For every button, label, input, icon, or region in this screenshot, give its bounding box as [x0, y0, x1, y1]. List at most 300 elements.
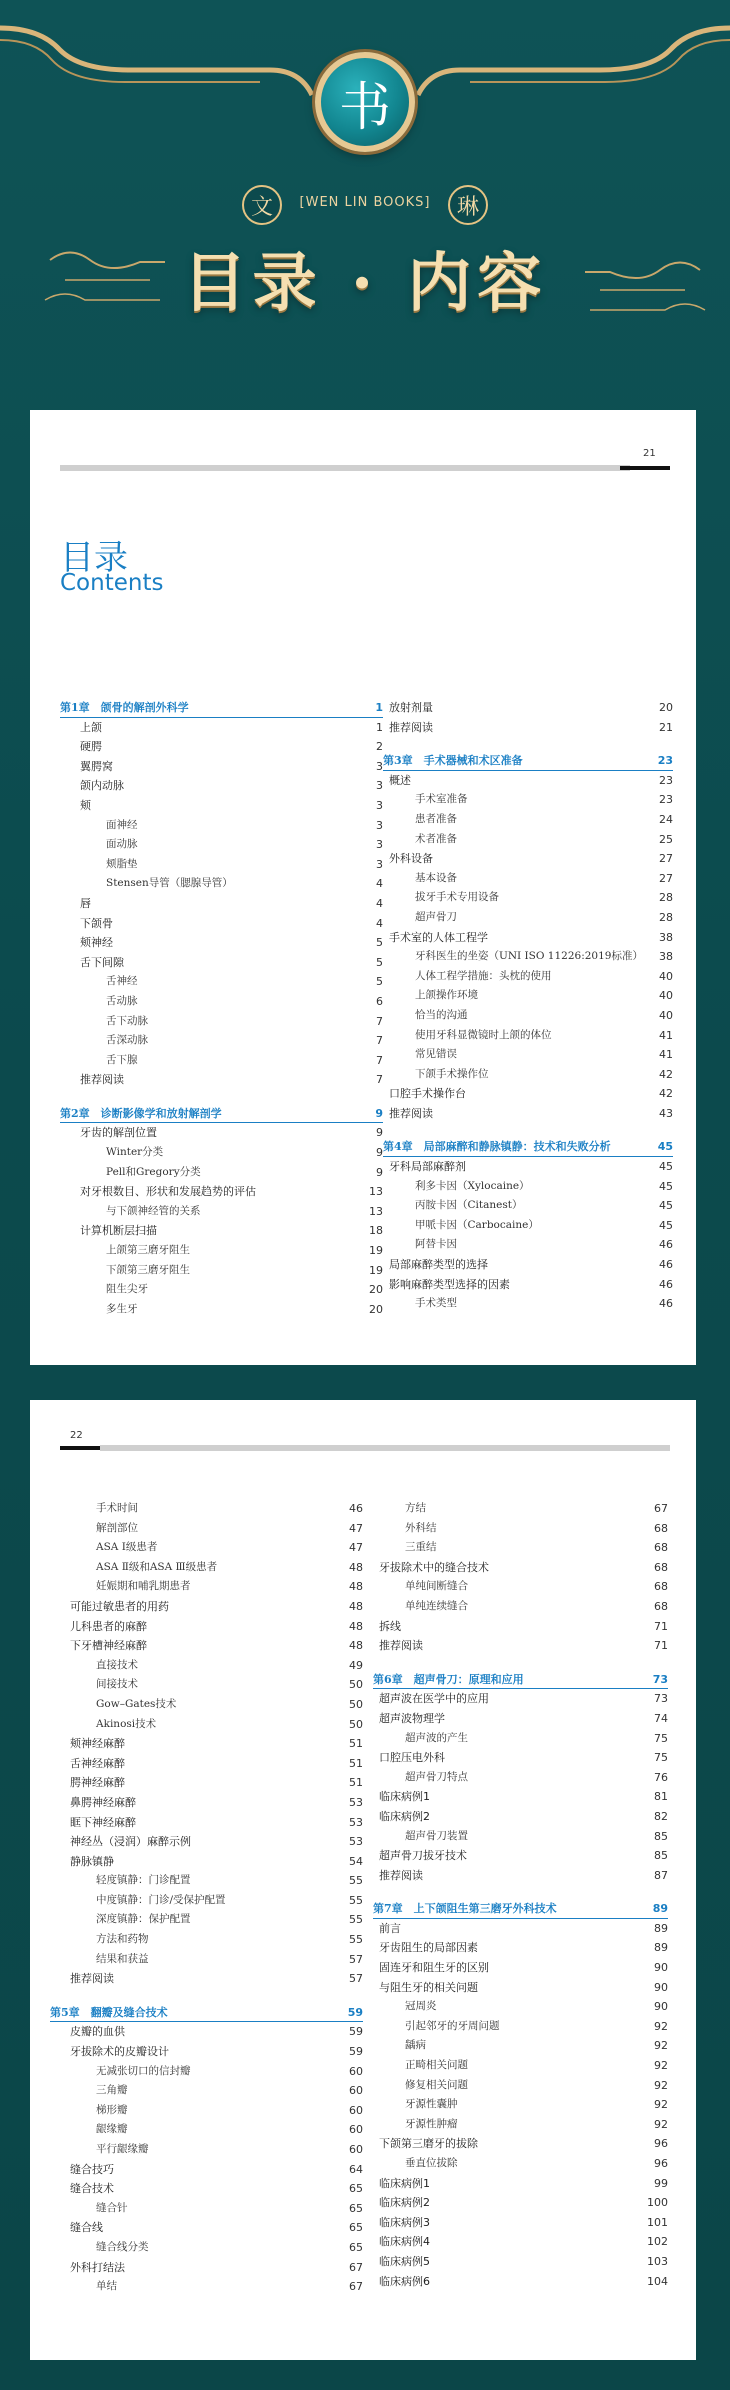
entry-page-number: 48 — [349, 1639, 363, 1653]
toc-entry[interactable] — [383, 967, 673, 987]
entry-title: 阻生尖牙 — [106, 1283, 148, 1296]
toc-entry[interactable] — [373, 1558, 668, 1578]
entry-title: 上颌操作环境 — [415, 989, 478, 1002]
entry-page-number: 27 — [659, 852, 673, 866]
entry-page-number: 68 — [654, 1521, 668, 1535]
toc-entry[interactable] — [50, 2277, 363, 2297]
entry-page-number: 74 — [654, 1711, 668, 1725]
entry-title: 面神经 — [106, 818, 138, 831]
chapter-entry[interactable] — [383, 1137, 673, 1157]
entry-title: 三角瓣 — [96, 2084, 128, 2097]
entry-title: 多生牙 — [106, 1302, 138, 1315]
toc-entry[interactable] — [60, 894, 383, 914]
toc-entry[interactable] — [60, 1143, 383, 1163]
toc-entry[interactable] — [383, 1177, 673, 1197]
toc-entry[interactable] — [50, 1852, 363, 1872]
toc-entry[interactable] — [50, 1754, 363, 1774]
toc-entry[interactable] — [60, 933, 383, 953]
toc-entry[interactable] — [373, 1958, 668, 1978]
toc-heading-en: Contents — [60, 570, 164, 596]
toc-entry[interactable] — [50, 1538, 363, 1558]
entry-page-number: 55 — [349, 1933, 363, 1947]
toc-entry[interactable] — [383, 1235, 673, 1255]
entry-title: 第6章 超声骨刀：原理和应用 — [373, 1672, 524, 1686]
entry-page-number: 103 — [647, 2254, 668, 2268]
toc-entry[interactable] — [50, 2081, 363, 2101]
entry-title: 静脉镇静 — [70, 1854, 114, 1868]
entry-page-number: 42 — [659, 1087, 673, 1101]
entry-page-number: 81 — [654, 1790, 668, 1804]
entry-page-number: 5 — [376, 955, 383, 969]
entry-title: 推荐阅读 — [80, 1073, 124, 1087]
toc-entry[interactable] — [50, 1832, 363, 1852]
entry-title: 利多卡因（Xylocaine） — [415, 1179, 530, 1192]
toc-entry[interactable] — [383, 790, 673, 810]
entry-page-number: 20 — [369, 1302, 383, 1316]
entry-title: 超声波的产生 — [405, 1731, 468, 1744]
entry-title: 牙拔除术的皮瓣设计 — [70, 2045, 169, 2059]
toc-entry[interactable] — [50, 1656, 363, 1676]
entry-title: 唇 — [80, 896, 91, 910]
entry-page-number: 76 — [654, 1770, 668, 1784]
entry-title: 人体工程学措施：头枕的使用 — [415, 969, 552, 982]
section-gap — [60, 1090, 383, 1104]
entry-title: 缝合技术 — [70, 2182, 114, 2196]
entry-title: 临床病例2 — [379, 1809, 430, 1823]
toc-entry[interactable] — [373, 1617, 668, 1637]
toc-entry[interactable] — [60, 1031, 383, 1051]
toc-entry[interactable] — [383, 1065, 673, 1085]
toc-entry[interactable] — [373, 2232, 668, 2252]
entry-page-number: 55 — [349, 1874, 363, 1888]
toc-entry[interactable] — [60, 1182, 383, 1202]
entry-title: 翼腭窝 — [80, 759, 113, 773]
toc-entry[interactable] — [373, 1709, 668, 1729]
toc-entry[interactable] — [50, 2042, 363, 2062]
toc-entry[interactable] — [383, 1196, 673, 1216]
entry-page-number: 40 — [659, 989, 673, 1003]
toc-entry[interactable] — [373, 1519, 668, 1539]
entry-page-number: 23 — [659, 793, 673, 807]
toc-entry[interactable] — [383, 888, 673, 908]
toc-entry[interactable] — [50, 1519, 363, 1539]
entry-title: 患者准备 — [415, 812, 457, 825]
entry-title: 外科结 — [405, 1521, 437, 1534]
toc-entry[interactable] — [50, 1577, 363, 1597]
entry-page-number: 3 — [376, 818, 383, 832]
toc-entry[interactable] — [373, 1689, 668, 1709]
chapter-entry[interactable] — [373, 1899, 668, 1919]
toc-entry[interactable] — [50, 1734, 363, 1754]
entry-page-number: 45 — [659, 1179, 673, 1193]
entry-page-number: 54 — [349, 1854, 363, 1868]
section-gap — [50, 1989, 363, 2003]
entry-title: 推荐阅读 — [70, 1972, 114, 1986]
entry-title: 第7章 上下颌阻生第三磨牙外科技术 — [373, 1902, 557, 1916]
header-rule — [100, 1445, 670, 1451]
entry-title: 下颌骨 — [80, 916, 113, 930]
toc-entry[interactable] — [50, 1715, 363, 1735]
book-emblem — [315, 52, 415, 152]
entry-title: 概述 — [389, 773, 411, 787]
toc-entry[interactable] — [50, 2160, 363, 2180]
entry-page-number: 3 — [376, 759, 383, 773]
toc-entry[interactable] — [373, 2036, 668, 2056]
toc-entry[interactable] — [50, 1675, 363, 1695]
entry-title: 基本设备 — [415, 871, 457, 884]
toc-entry[interactable] — [60, 835, 383, 855]
toc-entry[interactable] — [383, 1045, 673, 1065]
toc-entry[interactable] — [60, 992, 383, 1012]
toc-entry[interactable] — [50, 1891, 363, 1911]
entry-title: 单纯连续缝合 — [405, 1599, 468, 1612]
chapter-entry[interactable] — [50, 2003, 363, 2023]
toc-entry[interactable] — [383, 1084, 673, 1104]
toc-entry[interactable] — [50, 2218, 363, 2238]
entry-page-number: 45 — [657, 1140, 673, 1154]
entry-page-number: 9 — [376, 1165, 383, 1179]
toc-entry[interactable] — [60, 1070, 383, 1090]
toc-entry[interactable] — [50, 1969, 363, 1989]
entry-title: 颌内动脉 — [80, 779, 124, 793]
toc-entry[interactable] — [50, 1950, 363, 1970]
entry-page-number: 7 — [376, 1053, 383, 1067]
toc-entry[interactable] — [50, 2120, 363, 2140]
brand-row — [0, 185, 730, 229]
page-title: 目录 · 内容 — [182, 246, 548, 321]
entry-page-number: 45 — [659, 1160, 673, 1174]
toc-column-right — [373, 1499, 668, 2291]
toc-entry[interactable] — [60, 718, 383, 738]
entry-page-number: 1 — [375, 701, 383, 714]
toc-entry[interactable] — [383, 1275, 673, 1295]
entry-title: 缝合针 — [96, 2201, 128, 2214]
toc-entry[interactable] — [373, 2076, 668, 2096]
header-rule-accent — [60, 1446, 100, 1450]
entry-page-number: 9 — [376, 1126, 383, 1140]
toc-entry[interactable] — [383, 1294, 673, 1314]
toc-entry[interactable] — [373, 1597, 668, 1617]
toc-entry[interactable] — [373, 1846, 668, 1866]
toc-entry[interactable] — [383, 928, 673, 948]
entry-page-number: 59 — [349, 2025, 363, 2039]
entry-page-number: 41 — [659, 1048, 673, 1062]
toc-entry[interactable] — [50, 2238, 363, 2258]
toc-entry[interactable] — [50, 1793, 363, 1813]
toc-entry[interactable] — [383, 1157, 673, 1177]
toc-entry[interactable] — [50, 1910, 363, 1930]
entry-title: 手术类型 — [415, 1297, 457, 1310]
toc-entry[interactable] — [373, 1729, 668, 1749]
entry-title: 术者准备 — [415, 832, 457, 845]
entry-title: 丙胺卡因（Citanest） — [415, 1199, 523, 1212]
toc-entry[interactable] — [373, 1807, 668, 1827]
entry-page-number: 13 — [369, 1204, 383, 1218]
entry-page-number: 89 — [654, 1921, 668, 1935]
toc-entry[interactable] — [373, 1938, 668, 1958]
entry-page-number: 73 — [654, 1692, 668, 1706]
toc-entry[interactable] — [373, 2056, 668, 2076]
toc-entry[interactable] — [373, 2213, 668, 2233]
toc-entry[interactable] — [50, 1617, 363, 1637]
toc-entry[interactable] — [60, 816, 383, 836]
entry-title: 神经丛（浸润）麻醉示例 — [70, 1835, 191, 1849]
toc-entry[interactable] — [60, 874, 383, 894]
chapter-entry[interactable] — [373, 1670, 668, 1690]
entry-page-number: 65 — [349, 2201, 363, 2215]
entry-title: 临床病例4 — [379, 2235, 430, 2249]
entry-title: 牙齿阻生的局部因素 — [379, 1941, 478, 1955]
entry-title: 儿科患者的麻醉 — [70, 1619, 147, 1633]
toc-entry[interactable] — [373, 2193, 668, 2213]
entry-page-number: 48 — [349, 1580, 363, 1594]
toc-entry[interactable] — [50, 1930, 363, 1950]
entry-page-number: 46 — [659, 1297, 673, 1311]
toc-entry[interactable] — [373, 2252, 668, 2272]
toc-entry[interactable] — [50, 1558, 363, 1578]
entry-page-number: 3 — [376, 779, 383, 793]
toc-entry[interactable] — [50, 2258, 363, 2278]
toc-entry[interactable] — [60, 776, 383, 796]
toc-entry[interactable] — [60, 914, 383, 934]
toc-entry[interactable] — [373, 1997, 668, 2017]
chapter-entry[interactable] — [383, 751, 673, 771]
entry-page-number: 46 — [659, 1258, 673, 1272]
toc-entry[interactable] — [50, 2101, 363, 2121]
brand-badge-left: 文 — [242, 185, 282, 225]
entry-title: ASA Ⅰ级患者 — [96, 1541, 158, 1554]
toc-entry[interactable] — [60, 1241, 383, 1261]
entry-page-number: 46 — [349, 1502, 363, 1515]
toc-entry[interactable] — [383, 908, 673, 928]
toc-entry[interactable] — [383, 947, 673, 967]
entry-page-number: 20 — [659, 701, 673, 714]
entry-page-number: 60 — [349, 2064, 363, 2078]
toc-entry[interactable] — [373, 2115, 668, 2135]
toc-entry[interactable] — [60, 1163, 383, 1183]
entry-title: 皮瓣的血供 — [70, 2025, 125, 2039]
toc-entry[interactable] — [60, 757, 383, 777]
entry-page-number: 75 — [654, 1731, 668, 1745]
header-banner — [0, 0, 730, 390]
entry-page-number: 102 — [647, 2235, 668, 2249]
toc-entry[interactable] — [60, 1261, 383, 1281]
toc-entry[interactable] — [373, 1577, 668, 1597]
header-rule — [60, 465, 630, 471]
entry-page-number: 21 — [659, 720, 673, 734]
entry-page-number: 48 — [349, 1619, 363, 1633]
brand-text: [WEN LIN BOOKS] — [299, 195, 431, 210]
toc-entry[interactable] — [373, 1866, 668, 1886]
toc-entry[interactable] — [373, 1538, 668, 1558]
entry-page-number: 42 — [659, 1067, 673, 1081]
toc-entry[interactable] — [383, 849, 673, 869]
toc-entry[interactable] — [383, 810, 673, 830]
toc-entry[interactable] — [60, 1300, 383, 1320]
entry-page-number: 99 — [654, 2176, 668, 2190]
entry-page-number: 25 — [659, 832, 673, 846]
toc-entry[interactable] — [60, 953, 383, 973]
toc-entry[interactable] — [373, 1636, 668, 1656]
entry-title: 牙源性囊肿 — [405, 2098, 458, 2111]
entry-title: 鼻腭神经麻醉 — [70, 1795, 136, 1809]
toc-entry[interactable] — [50, 1597, 363, 1617]
toc-entry[interactable] — [50, 1813, 363, 1833]
toc-entry[interactable] — [50, 2140, 363, 2160]
toc-entry[interactable] — [60, 1202, 383, 1222]
entry-page-number: 48 — [349, 1599, 363, 1613]
toc-entry[interactable] — [383, 869, 673, 889]
entry-page-number: 92 — [654, 2039, 668, 2053]
entry-title: 临床病例1 — [379, 1790, 430, 1804]
entry-title: Gow–Gates技术 — [96, 1697, 177, 1710]
entry-page-number: 23 — [657, 754, 673, 768]
toc-entry[interactable] — [373, 1768, 668, 1788]
entry-page-number: 51 — [349, 1756, 363, 1770]
toc-entry[interactable] — [373, 1787, 668, 1807]
toc-entry[interactable] — [50, 2179, 363, 2199]
entry-page-number: 96 — [654, 2157, 668, 2170]
entry-page-number: 73 — [652, 1672, 668, 1686]
toc-entry[interactable] — [383, 1026, 673, 1046]
entry-title: 轻度镇静：门诊配置 — [96, 1874, 191, 1887]
entry-title: 第5章 翻瓣及缝合技术 — [50, 2005, 168, 2019]
entry-page-number: 67 — [654, 1502, 668, 1515]
entry-page-number: 60 — [349, 2103, 363, 2117]
toc-entry[interactable] — [383, 771, 673, 791]
toc-entry[interactable] — [383, 1006, 673, 1026]
toc-entry[interactable] — [60, 972, 383, 992]
entry-page-number: 46 — [659, 1277, 673, 1291]
entry-page-number: 53 — [349, 1815, 363, 1829]
cloud-right-ornament — [580, 250, 710, 330]
entry-title: 解剖部位 — [96, 1521, 138, 1534]
toc-entry[interactable] — [383, 1255, 673, 1275]
entry-page-number: 57 — [349, 1972, 363, 1986]
entry-title: Pell和Gregory分类 — [106, 1165, 201, 1178]
entry-page-number: 4 — [376, 877, 383, 891]
toc-entry[interactable] — [50, 1773, 363, 1793]
entry-page-number: 59 — [347, 2005, 363, 2019]
entry-page-number: 50 — [349, 1717, 363, 1731]
entry-page-number: 45 — [659, 1218, 673, 1232]
entry-title: 方结 — [405, 1502, 426, 1514]
page-number: 22 — [70, 1430, 83, 1441]
entry-page-number: 92 — [654, 2059, 668, 2073]
entry-title: 龈缘瓣 — [96, 2123, 128, 2136]
entry-title: 舌神经麻醉 — [70, 1756, 125, 1770]
toc-entry[interactable] — [373, 1827, 668, 1847]
entry-page-number: 68 — [654, 1541, 668, 1555]
entry-title: 口腔压电外科 — [379, 1751, 445, 1765]
toc-entry[interactable] — [50, 1871, 363, 1891]
entry-page-number: 38 — [659, 930, 673, 944]
toc-entry[interactable] — [373, 2272, 668, 2292]
toc-entry[interactable] — [60, 1051, 383, 1071]
toc-entry[interactable] — [373, 2017, 668, 2037]
toc-entry[interactable] — [373, 2134, 668, 2154]
entry-page-number: 67 — [349, 2260, 363, 2274]
entry-page-number: 92 — [654, 2019, 668, 2033]
entry-page-number: 3 — [376, 798, 383, 812]
entry-title: 推荐阅读 — [379, 1639, 423, 1653]
entry-page-number: 47 — [349, 1541, 363, 1555]
emblem-char: 书 — [338, 77, 391, 138]
entry-page-number: 40 — [659, 969, 673, 983]
entry-title: 第3章 手术器械和术区准备 — [383, 754, 523, 768]
toc-entry[interactable] — [383, 1104, 673, 1124]
entry-title: 外科打结法 — [70, 2260, 125, 2274]
toc-entry[interactable] — [50, 2022, 363, 2042]
toc-entry[interactable] — [60, 737, 383, 757]
entry-page-number: 85 — [654, 1849, 668, 1863]
entry-page-number: 100 — [647, 2196, 668, 2210]
chapter-entry[interactable] — [60, 1104, 383, 1124]
entry-title: 舌下间隙 — [80, 955, 124, 969]
entry-title: 第4章 局部麻醉和静脉镇静：技术和失败分析 — [383, 1140, 611, 1154]
entry-page-number: 43 — [659, 1106, 673, 1120]
toc-entry[interactable] — [383, 1216, 673, 1236]
toc-entry[interactable] — [50, 2062, 363, 2082]
toc-column-left — [60, 698, 383, 1319]
entry-title: 上颌第三磨牙阻生 — [106, 1244, 190, 1257]
entry-title: Stensen导管（腮腺导管） — [106, 877, 233, 890]
toc-entry[interactable] — [373, 1978, 668, 1998]
toc-entry[interactable] — [50, 1695, 363, 1715]
toc-entry[interactable] — [383, 830, 673, 850]
entry-title: 临床病例5 — [379, 2254, 430, 2268]
toc-entry[interactable] — [373, 2095, 668, 2115]
toc-entry[interactable] — [383, 986, 673, 1006]
entry-title: 牙科医生的坐姿（UNI ISO 11226:2019标准） — [415, 950, 643, 963]
entry-title: 影响麻醉类型选择的因素 — [389, 1277, 510, 1291]
entry-page-number: 68 — [654, 1560, 668, 1574]
entry-title: 颊 — [80, 798, 91, 812]
chapter-entry[interactable] — [60, 698, 383, 718]
toc-entry[interactable] — [60, 796, 383, 816]
toc-entry[interactable] — [60, 1280, 383, 1300]
entry-page-number: 40 — [659, 1008, 673, 1022]
entry-page-number: 7 — [376, 1014, 383, 1028]
toc-entry[interactable] — [60, 855, 383, 875]
entry-title: 引起邻牙的牙周问题 — [405, 2019, 500, 2032]
toc-entry[interactable] — [373, 2154, 668, 2174]
entry-title: 推荐阅读 — [389, 1106, 433, 1120]
entry-title: 超声波物理学 — [379, 1711, 445, 1725]
toc-entry[interactable] — [60, 1012, 383, 1032]
entry-page-number: 2 — [376, 740, 383, 754]
entry-title: 使用牙科显微镜时上颌的体位 — [415, 1028, 552, 1041]
toc-entry[interactable] — [50, 1499, 363, 1519]
entry-page-number: 60 — [349, 2143, 363, 2156]
toc-entry[interactable] — [373, 2174, 668, 2194]
entry-page-number: 65 — [349, 2240, 363, 2254]
toc-entry[interactable] — [383, 718, 673, 738]
toc-entry[interactable] — [373, 1748, 668, 1768]
entry-title: 颊神经麻醉 — [70, 1737, 125, 1751]
entry-title: 平行龈缘瓣 — [96, 2143, 149, 2155]
toc-entry[interactable] — [60, 1221, 383, 1241]
toc-entry[interactable] — [60, 1123, 383, 1143]
toc-entry[interactable] — [383, 698, 673, 718]
entry-page-number: 92 — [654, 2117, 668, 2131]
toc-entry[interactable] — [50, 2199, 363, 2219]
toc-entry[interactable] — [373, 1499, 668, 1519]
toc-entry[interactable] — [50, 1636, 363, 1656]
entry-title: 超声骨刀拔牙技术 — [379, 1849, 467, 1863]
toc-entry[interactable] — [373, 1919, 668, 1939]
entry-title: 硬腭 — [80, 740, 102, 754]
